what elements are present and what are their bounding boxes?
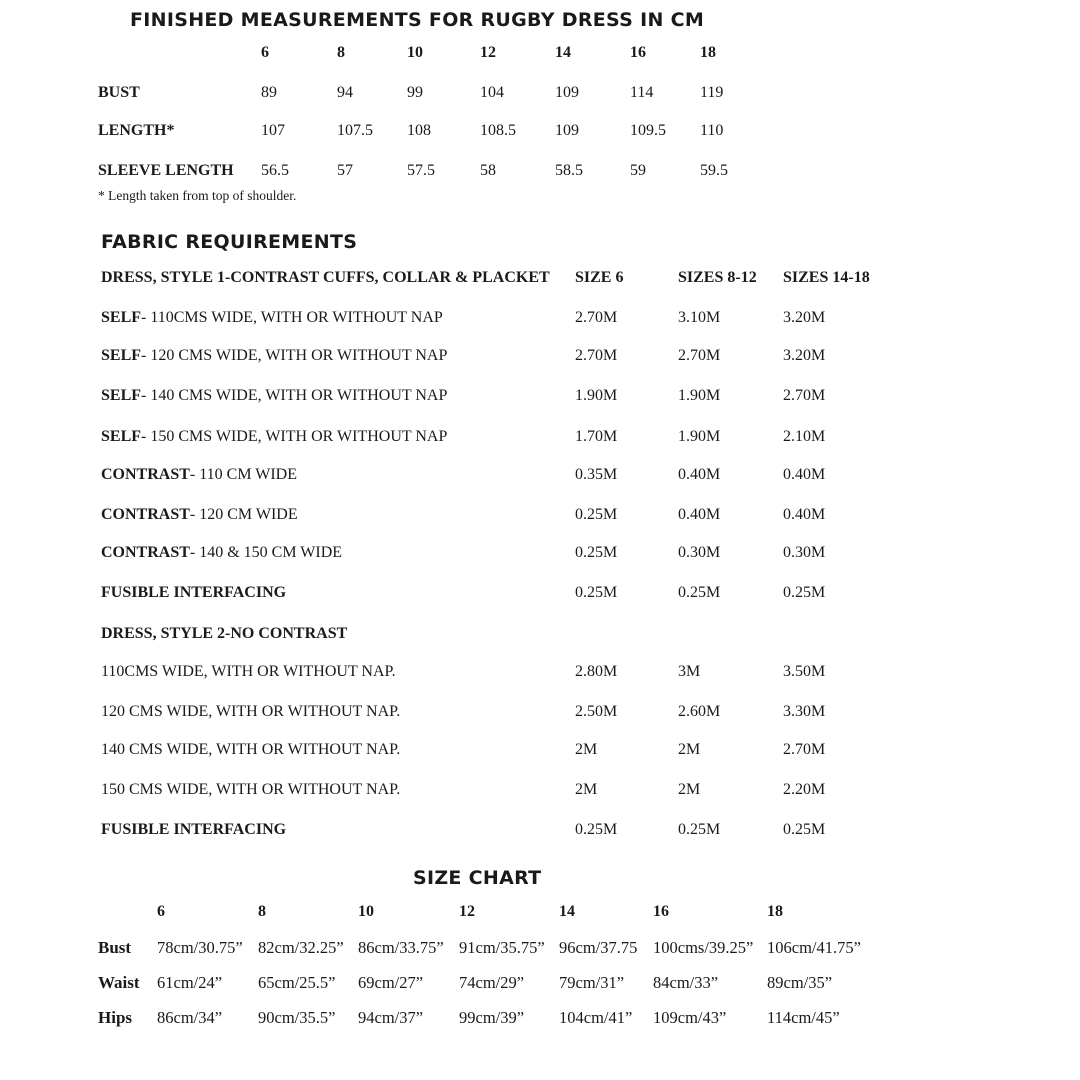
fabric-amount: 1.90M (678, 387, 721, 404)
fabric-amount: 0.40M (678, 506, 721, 523)
size-value: 104cm/41” (559, 1008, 633, 1027)
fabric-row-label (101, 584, 286, 602)
measurement-value: 107.5 (337, 122, 373, 139)
fabric-amount: 3.20M (783, 347, 826, 364)
fabric-type: FUSIBLE INTERFACING (101, 821, 287, 838)
measurement-value: 56.5 (261, 162, 289, 179)
size-value: 91cm/35.75” (459, 938, 545, 957)
size-header: 18 (767, 903, 783, 920)
fabric-description: - 140 & 150 CM WIDE (189, 544, 343, 561)
fabric-row-label (101, 821, 286, 839)
fabric-description: - 150 CMS WIDE, WITH OR WITHOUT NAP (141, 428, 448, 445)
size-header: 6 (157, 903, 165, 920)
size-header: 6 (261, 44, 269, 61)
size-header: 8 (337, 44, 345, 61)
fabric-amount: 0.25M (783, 584, 826, 601)
fabric-amount: 3.10M (678, 309, 721, 326)
fabric-type: SELF (101, 387, 142, 404)
fabric-amount: 2.80M (575, 663, 618, 680)
measurement-value: 108 (407, 122, 431, 139)
measurement-value: 107 (261, 122, 285, 139)
size-chart-title: SIZE CHART (413, 867, 542, 889)
size-value: 114cm/45” (767, 1008, 840, 1027)
fabric-amount: 0.25M (575, 821, 618, 838)
fabric-amount: 2.10M (783, 428, 826, 445)
fabric-amount: 2.20M (783, 781, 826, 798)
fabric-amount: 2M (575, 741, 598, 758)
measurement-value: 99 (407, 84, 423, 101)
fabric-amount: 0.25M (783, 821, 826, 838)
fabric-amount: 2.60M (678, 703, 721, 720)
fabric-row-label (101, 741, 400, 759)
fabric-description: 150 CMS WIDE, WITH OR WITHOUT NAP. (101, 781, 401, 798)
size-value: 78cm/30.75” (157, 938, 243, 957)
fabric-amount: 0.25M (678, 821, 721, 838)
footnote: * Length taken from top of shoulder. (98, 188, 297, 203)
fabric-amount: 2M (678, 741, 701, 758)
size-header: 10 (407, 44, 423, 61)
fabric-amount: 3.30M (783, 703, 826, 720)
fabric-row-label (101, 506, 298, 524)
fabric-amount: 2.70M (783, 387, 826, 404)
size-row-label: Waist (98, 973, 140, 992)
size-value: 61cm/24” (157, 973, 223, 992)
size-row-label: Bust (98, 938, 132, 957)
size-value: 79cm/31” (559, 973, 625, 992)
fabric-description: - 120 CMS WIDE, WITH OR WITHOUT NAP (141, 347, 448, 364)
row-label: LENGTH* (98, 122, 175, 139)
fabric-row-label (101, 309, 443, 327)
size-value: 94cm/37” (358, 1008, 424, 1027)
measurement-value: 57 (337, 162, 353, 179)
measurement-value: 119 (700, 84, 724, 101)
measurement-value: 108.5 (480, 122, 516, 139)
measurement-value: 58 (480, 162, 496, 179)
fabric-title: FABRIC REQUIREMENTS (101, 231, 358, 253)
fabric-amount: 0.25M (678, 584, 721, 601)
fabric-type: DRESS, STYLE 2-NO CONTRAST (101, 625, 348, 642)
size-row-label: Hips (98, 1008, 133, 1027)
measurement-value: 94 (337, 84, 353, 101)
size-value: 65cm/25.5” (258, 973, 336, 992)
measurement-value: 109 (555, 84, 579, 101)
size-value: 106cm/41.75” (767, 938, 861, 957)
size-value: 84cm/33” (653, 973, 719, 992)
size-value: 86cm/33.75” (358, 938, 444, 957)
fabric-amount: 2.70M (678, 347, 721, 364)
measurement-value: 104 (480, 84, 504, 101)
size-header: 10 (358, 903, 374, 920)
fabric-amount: 0.25M (575, 584, 618, 601)
size-header: 18 (700, 44, 716, 61)
fabric-row-label (101, 347, 447, 365)
size-value: 100cms/39.25” (653, 938, 754, 957)
fabric-size-header: SIZES 8-12 (678, 269, 757, 286)
size-value: 109cm/43” (653, 1008, 727, 1027)
size-value: 99cm/39” (459, 1008, 525, 1027)
fabric-amount: 0.40M (783, 466, 826, 483)
measurement-value: 109.5 (630, 122, 666, 139)
size-value: 86cm/34” (157, 1008, 223, 1027)
fabric-type: FUSIBLE INTERFACING (101, 584, 287, 601)
size-header: 8 (258, 903, 266, 920)
fabric-amount: 0.35M (575, 466, 618, 483)
size-header: 16 (630, 44, 646, 61)
measurement-value: 59 (630, 162, 646, 179)
fabric-amount: 2.70M (575, 347, 618, 364)
fabric-row-label (101, 387, 447, 405)
size-value: 90cm/35.5” (258, 1008, 336, 1027)
fabric-row-label (101, 663, 396, 681)
fabric-amount: 0.30M (783, 544, 826, 561)
measurement-value: 89 (261, 84, 277, 101)
fabric-amount: 0.40M (678, 466, 721, 483)
fabric-amount: 1.90M (678, 428, 721, 445)
fabric-amount: 0.25M (575, 506, 618, 523)
size-header: 14 (555, 44, 571, 61)
fabric-type: SELF (101, 347, 142, 364)
fabric-type: CONTRAST (101, 544, 190, 561)
fabric-type: CONTRAST (101, 466, 190, 483)
fabric-amount: 0.40M (783, 506, 826, 523)
measurement-value: 59.5 (700, 162, 728, 179)
fabric-type: SELF (101, 428, 142, 445)
fabric-description: 140 CMS WIDE, WITH OR WITHOUT NAP. (101, 741, 401, 758)
fabric-amount: 2.70M (783, 741, 826, 758)
fabric-row-label (101, 466, 297, 484)
fabric-amount: 0.30M (678, 544, 721, 561)
size-header: 14 (559, 903, 575, 920)
fabric-header-label: DRESS, STYLE 1-CONTRAST CUFFS, COLLAR & PLACKET (101, 269, 550, 286)
size-header: 12 (480, 44, 496, 61)
fabric-amount: 2M (678, 781, 701, 798)
fabric-description: - 120 CM WIDE (189, 506, 298, 523)
fabric-amount: 0.25M (575, 544, 618, 561)
fabric-description: 120 CMS WIDE, WITH OR WITHOUT NAP. (101, 703, 401, 720)
measurement-value: 57.5 (407, 162, 435, 179)
row-label: BUST (98, 84, 140, 101)
row-label: SLEEVE LENGTH (98, 162, 234, 179)
fabric-amount: 3.20M (783, 309, 826, 326)
fabric-amount: 2.70M (575, 309, 618, 326)
fabric-size-header: SIZES 14-18 (783, 269, 870, 286)
measurement-value: 58.5 (555, 162, 583, 179)
size-value: 89cm/35” (767, 973, 833, 992)
measurement-value: 110 (700, 122, 724, 139)
fabric-amount: 2.50M (575, 703, 618, 720)
fabric-description: 110CMS WIDE, WITH OR WITHOUT NAP. (101, 663, 396, 680)
fabric-size-header: SIZE 6 (575, 269, 624, 286)
size-header: 16 (653, 903, 669, 920)
fabric-amount: 1.90M (575, 387, 618, 404)
measurement-value: 109 (555, 122, 579, 139)
fabric-row-label (101, 625, 347, 643)
fabric-type: CONTRAST (101, 506, 190, 523)
fabric-amount: 3M (678, 663, 701, 680)
size-value: 74cm/29” (459, 973, 525, 992)
fabric-description: - 110CMS WIDE, WITH OR WITHOUT NAP (141, 309, 443, 326)
size-value: 69cm/27” (358, 973, 424, 992)
fabric-description: - 140 CMS WIDE, WITH OR WITHOUT NAP (141, 387, 448, 404)
fabric-row-label (101, 544, 342, 562)
fabric-amount: 1.70M (575, 428, 618, 445)
size-value: 82cm/32.25” (258, 938, 344, 957)
size-header: 12 (459, 903, 475, 920)
fabric-row-label (101, 428, 447, 446)
fabric-amount: 2M (575, 781, 598, 798)
size-value: 96cm/37.75 (559, 938, 638, 957)
measurement-value: 114 (630, 84, 654, 101)
finished-title: FINISHED MEASUREMENTS FOR RUGBY DRESS IN CM (130, 9, 705, 31)
fabric-row-label (101, 703, 400, 721)
fabric-amount: 3.50M (783, 663, 826, 680)
fabric-type: SELF (101, 309, 142, 326)
fabric-description: - 110 CM WIDE (189, 466, 298, 483)
fabric-row-label (101, 781, 400, 799)
